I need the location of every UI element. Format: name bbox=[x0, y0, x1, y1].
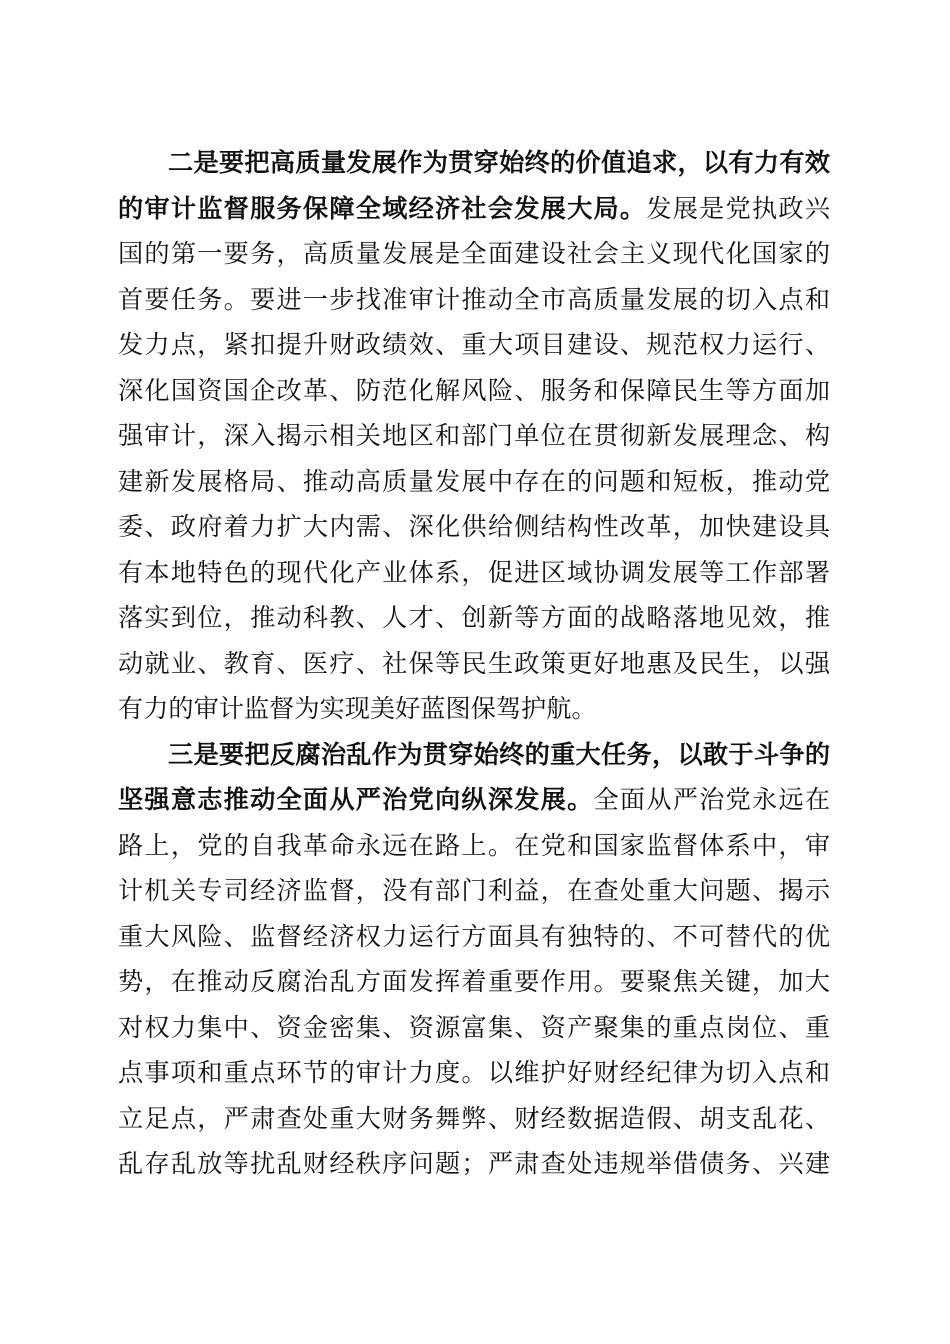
body-text: 深化国资国企改革、防范化解风险、服务和保障民生等方面加 bbox=[118, 375, 830, 405]
text-line bbox=[118, 1050, 830, 1096]
body-text: 对权力集中、资金密集、资源富集、资产聚集的重点岗位、重 bbox=[118, 1012, 830, 1042]
text-line bbox=[118, 1005, 830, 1051]
text-line bbox=[118, 732, 830, 778]
body-text: 建新发展格局、推动高质量发展中存在的问题和短板，推动党 bbox=[118, 466, 830, 496]
text-line bbox=[118, 504, 830, 550]
text-line bbox=[118, 777, 830, 823]
body-text: 点事项和重点环节的审计力度。以维护好财经纪律为切入点和 bbox=[118, 1058, 830, 1087]
bold-text: 的审计监督服务保障全域经济社会发展大局。 bbox=[118, 192, 647, 223]
text-line bbox=[118, 868, 830, 914]
body-text: 路上，党的自我革命永远在路上。在党和国家监督体系中，审 bbox=[118, 830, 830, 860]
text-line bbox=[118, 823, 830, 869]
text-line bbox=[118, 914, 830, 960]
body-text: 落实到位，推动科教、人才、创新等方面的战略落地见效，推 bbox=[118, 603, 830, 632]
bold-text: 二是要把高质量发展作为贯穿始终的价值追求，以有力有效 bbox=[168, 147, 830, 177]
text-line bbox=[118, 459, 830, 505]
body-text: 有本地特色的现代化产业体系，促进区域协调发展等工作部署 bbox=[118, 557, 830, 587]
text-line bbox=[118, 277, 830, 323]
text-line bbox=[118, 1141, 830, 1187]
body-text: 立足点，严肃查处重大财务舞弊、财经数据造假、胡支乱花、 bbox=[118, 1103, 830, 1133]
text-line bbox=[118, 641, 830, 687]
body-text: 重大风险、监督经济权力运行方面具有独特的、不可替代的优 bbox=[118, 921, 830, 951]
document-body bbox=[118, 140, 830, 1187]
body-text: 首要任务。要进一步找准审计推动全市高质量发展的切入点和 bbox=[118, 284, 830, 314]
body-text: 动就业、教育、医疗、社保等民生政策更好地惠及民生，以强 bbox=[118, 648, 830, 678]
paragraph bbox=[118, 732, 830, 1187]
body-text: 国的第一要务，高质量发展是全面建设社会主义现代化国家的 bbox=[118, 239, 830, 268]
text-line bbox=[118, 550, 830, 596]
text-line bbox=[118, 140, 830, 186]
body-text: 计机关专司经济监督，没有部门利益，在查处重大问题、揭示 bbox=[118, 876, 830, 905]
text-line bbox=[118, 1096, 830, 1142]
text-line bbox=[118, 322, 830, 368]
paragraph bbox=[118, 140, 830, 732]
body-text: 有力的审计监督为实现美好蓝图保驾护航。 bbox=[118, 694, 597, 723]
body-text: 全面从严治党永远在 bbox=[593, 785, 831, 814]
text-line bbox=[118, 959, 830, 1005]
body-text: 发展是党执政兴 bbox=[646, 193, 831, 223]
body-text: 势，在推动反腐治乱方面发挥着重要作用。要聚焦关键，加大 bbox=[118, 967, 830, 996]
body-text: 委、政府着力扩大内需、深化供给侧结构性改革，加快建设具 bbox=[118, 512, 830, 541]
body-text: 强审计，深入揭示相关地区和部门单位在贯彻新发展理念、构 bbox=[118, 421, 830, 450]
body-text: 乱存乱放等扰乱财经秩序问题；严肃查处违规举借债务、兴建 bbox=[118, 1149, 830, 1178]
text-line bbox=[118, 231, 830, 277]
text-line bbox=[118, 686, 830, 732]
text-line bbox=[118, 595, 830, 641]
text-line bbox=[118, 368, 830, 414]
text-line bbox=[118, 413, 830, 459]
bold-text: 坚强意志推动全面从严治党向纵深发展。 bbox=[118, 784, 594, 814]
text-line bbox=[118, 186, 830, 232]
body-text: 发力点，紧扣提升财政绩效、重大项目建设、规范权力运行、 bbox=[118, 330, 830, 359]
bold-text: 三是要把反腐治乱作为贯穿始终的重大任务，以敢于斗争的 bbox=[168, 738, 830, 769]
